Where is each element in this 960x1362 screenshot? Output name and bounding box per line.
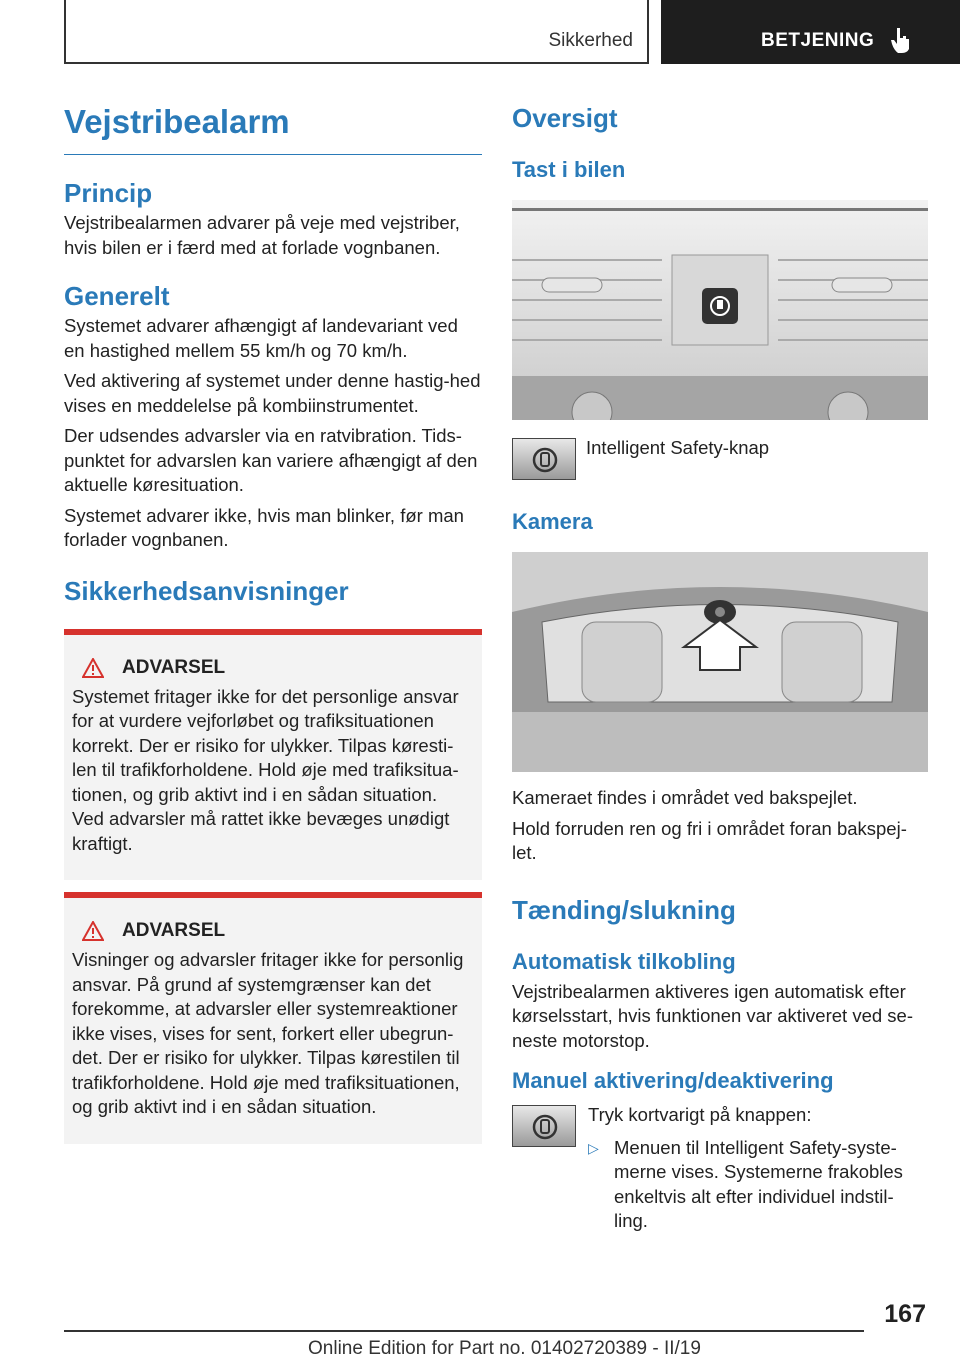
- manuel-text: Tryk kortvarigt på knappen:: [588, 1104, 812, 1125]
- page-number: 167: [884, 1300, 926, 1328]
- warning-text-1: Systemet fritager ikke for det personlige ansvar for at vurdere vejforløbet og trafiksituationen korrekt. Der er risiko for ulykker. Tilpas køresti-len til trafikforholdene. Hold øje med trafiksitua-tionen, og grib aktivt ind i en sådan situation. Ved advarsler må rattet ikke bevæges unødigt kraftigt.: [72, 685, 459, 854]
- princip-heading: Princip: [64, 178, 153, 208]
- warning-text-2: Visninger og advarsler fritager ikke for personlig ansvar. På grund af systemgrænser kan det forekomme, at advarsler eller systemreaktioner ikke vises, vises for sent, forkert eller ubegrun-det. Der er risiko for ulykker. Tilpas kørestilen til trafikforholdene. Hold øje med trafiksituationen, og grib aktivt ind i en sådan situation.: [72, 949, 464, 1117]
- generelt-paragraph-4: Systemet advarer ikke, hvis man blinker, før man forlader vognbanen.: [64, 504, 464, 550]
- generelt-heading: Generelt: [64, 281, 170, 311]
- manuel-heading: Manuel aktivering/deaktivering: [512, 1068, 834, 1093]
- tast-heading: Tast i bilen: [512, 157, 626, 182]
- dashboard-button-figure: [512, 200, 928, 420]
- page-title: Vejstribealarm: [64, 102, 482, 155]
- generelt-paragraph-1: Systemet advarer afhængigt af landevariant ved en hastighed mellem 55 km/h og 70 km/h.: [64, 315, 458, 361]
- tast-caption-row: [512, 438, 928, 480]
- left-column: [64, 102, 482, 1144]
- automatisk-heading: Automatisk tilkobling: [512, 948, 736, 974]
- header-section-label: Sikkerhed: [548, 30, 633, 51]
- manuel-row: [512, 1105, 928, 1234]
- bullet-item: [588, 1136, 928, 1234]
- bullet-text: Menuen til Intelligent Safety-syste-merne vises. Systemerne frakobles enkeltvis alt efter individuel indstil-ling.: [614, 1136, 903, 1231]
- header-section-tab: [64, 0, 649, 64]
- hand-pointer-icon: [889, 26, 913, 54]
- dashboard-illustration: [512, 200, 928, 420]
- bullet-triangle-icon: ▷: [588, 1139, 599, 1156]
- footer-divider: [64, 1330, 864, 1332]
- warning-title-2: [82, 920, 474, 942]
- warning-triangle-icon: [82, 921, 104, 941]
- tast-caption: Intelligent Safety-knap: [586, 437, 770, 458]
- warning-title-1: [82, 657, 474, 679]
- footer-edition: Online Edition for Part no. 01402720389 - II/19: [308, 1338, 701, 1359]
- taending-heading: Tænding/slukning: [512, 894, 736, 925]
- warning-box-2: [64, 892, 482, 1144]
- kamera-heading: Kamera: [512, 509, 593, 534]
- princip-text: Vejstribealarmen advarer på veje med vejstriber, hvis bilen er i færd med at forlade vognbanen.: [64, 212, 460, 258]
- kamera-paragraph-2: Hold forruden ren og fri i området foran bakspej-let.: [512, 817, 907, 863]
- right-column: [512, 102, 928, 1234]
- manuel-content: [588, 1105, 928, 1234]
- oversigt-heading: Oversigt: [512, 103, 618, 133]
- header-chapter-tab: [661, 0, 960, 64]
- header-chapter-label: BETJENING: [761, 30, 875, 51]
- warning-box-1: [64, 629, 482, 881]
- intelligent-safety-button-icon: [512, 438, 576, 480]
- camera-illustration: [512, 552, 928, 772]
- generelt-paragraph-2: Ved aktivering af systemet under denne hastig-hed vises en meddelelse på kombiinstrumentet.: [64, 370, 481, 416]
- warning-title-2-text: ADVARSEL: [122, 920, 226, 941]
- automatisk-text: Vejstribealarmen aktiveres igen automatisk efter kørselsstart, hvis funktionen var aktiveret ved se-neste motorstop.: [512, 980, 913, 1051]
- generelt-paragraph-3: Der udsendes advarsler via en ratvibration. Tids-punktet for advarslen kan variere afhængigt af den aktuelle køresituation.: [64, 425, 478, 495]
- safety-heading: Sikkerhedsanvisninger: [64, 575, 349, 606]
- camera-figure: [512, 552, 928, 772]
- kamera-paragraph-1: Kameraet findes i området ved bakspejlet.: [512, 787, 858, 808]
- intelligent-safety-button-icon-2: [512, 1105, 576, 1147]
- warning-triangle-icon: [82, 658, 104, 678]
- warning-title-1-text: ADVARSEL: [122, 656, 226, 678]
